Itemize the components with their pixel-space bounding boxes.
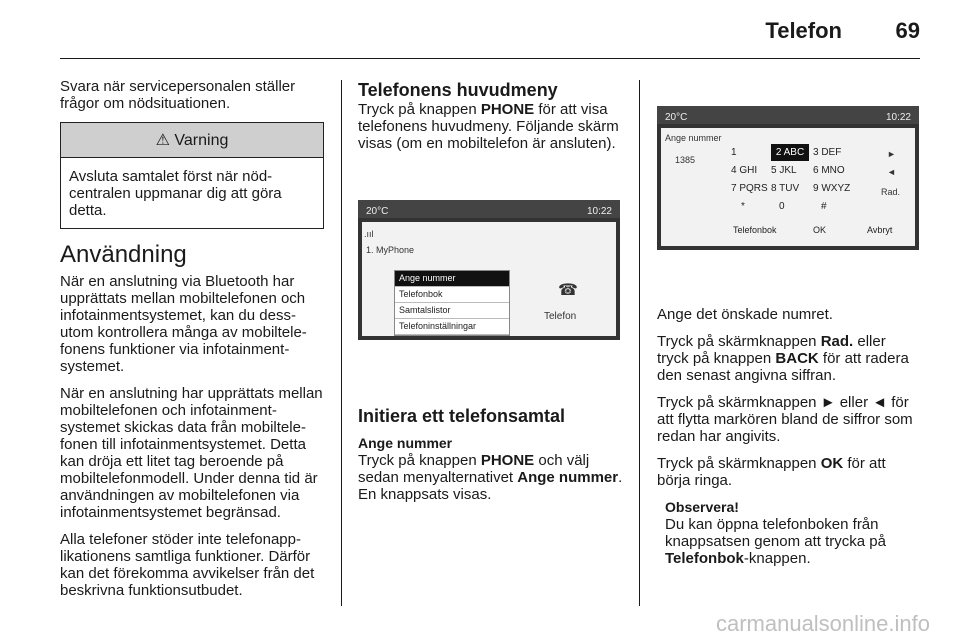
column-1 xyxy=(60,78,324,609)
paragraph: Tryck på skärmknappen Rad. eller tryck på knappen BACK för att radera den senast angivna siffran. xyxy=(657,333,909,384)
note-title: Observera! xyxy=(665,499,739,515)
key-5[interactable]: 5 JKL xyxy=(771,165,797,176)
key-6[interactable]: 6 MNO xyxy=(813,165,845,176)
cancel-button[interactable]: Avbryt xyxy=(867,225,893,235)
key-star[interactable]: * xyxy=(741,201,745,212)
header-rule xyxy=(60,58,920,59)
key-8[interactable]: 8 TUV xyxy=(771,183,800,194)
column-divider xyxy=(639,80,640,606)
phone-icon: ☎ xyxy=(558,282,578,299)
section-heading: Initiera ett telefonsamtal xyxy=(358,406,566,426)
column-divider xyxy=(341,80,342,606)
column-3 xyxy=(657,80,919,577)
key-1[interactable]: 1 xyxy=(731,147,737,158)
paragraph: Ange det önskade numret. xyxy=(657,306,833,323)
watermark: carmanualsonline.info xyxy=(715,611,930,636)
temperature: 20°C xyxy=(366,206,389,217)
page-header-title: Telefon xyxy=(765,18,842,43)
sub-heading: Ange nummer xyxy=(358,435,453,451)
delete-button[interactable]: Rad. xyxy=(881,187,901,197)
signal-icon: .ııl xyxy=(364,229,374,239)
menu-item[interactable]: Samtalslistor xyxy=(395,303,509,319)
screen-title: Ange nummer xyxy=(665,133,722,143)
screenshot-figure xyxy=(657,80,919,288)
key-7[interactable]: 7 PQRS xyxy=(731,183,768,194)
screenshot-figure xyxy=(358,168,624,388)
key-4[interactable]: 4 GHI xyxy=(731,165,758,176)
temperature: 20°C xyxy=(665,112,688,123)
clock: 10:22 xyxy=(586,206,612,217)
paragraph: Tryck på skärmknappen OK för att börja ringa. xyxy=(657,455,886,489)
note-text: Du kan öppna telefonboken från knappsatsen genom att trycka på Telefonbok-knappen. xyxy=(665,516,886,567)
note-block xyxy=(657,499,919,567)
main-menu-screen xyxy=(358,200,620,340)
key-3[interactable]: 3 DEF xyxy=(813,147,842,158)
cursor-right-button[interactable]: ► xyxy=(887,149,896,159)
paragraph: Tryck på skärmknappen ► eller ◄ för att flytta markören bland de siffror som redan har angivits. xyxy=(657,394,913,445)
cursor-left-button[interactable]: ◄ xyxy=(887,167,896,177)
menu-item[interactable]: Telefoninställningar xyxy=(395,319,509,335)
section-heading: Användning xyxy=(60,241,187,268)
keypad-screen xyxy=(657,106,919,250)
paragraph: Tryck på knappen PHONE och välj sedan menyalternativet Ange nummer. En knappsats visas. xyxy=(358,452,623,503)
menu-item[interactable]: Telefonbok xyxy=(395,287,509,303)
warning-title: Varning xyxy=(174,132,229,149)
warning-icon: ⚠ xyxy=(155,132,170,149)
paragraph: Alla telefoner stöder inte telefonapplikationens samtliga funktioner. Därför kan det förekomma avvikelser från det beskrivna funktionsutbudet. xyxy=(60,531,315,599)
entered-number: 1385 xyxy=(675,155,696,165)
paragraph: När en anslutning via Bluetooth har upprättats mellan mobiltelefonen och infotainmentsystemet, kan du dessutom kontrollera många av mobiltelefonens funktioner via infotainmentsystemet. xyxy=(60,273,307,375)
key-9[interactable]: 9 WXYZ xyxy=(813,183,851,194)
device-name: 1. MyPhone xyxy=(366,245,415,255)
phone-app-label: Telefon xyxy=(544,311,577,322)
warning-box xyxy=(60,122,324,229)
paragraph: När en anslutning har upprättats mellan mobiltelefonen och infotainmentsystemet skickas data från mobiltelefonen till infotainmentsystemet. Detta kan dröja ett litet tag beroende på mobiltelefonmodell. Under denna tid är användningen av mobiltelefonen via infotainmentsystemet begränsad. xyxy=(60,385,323,521)
phonebook-button[interactable]: Telefonbok xyxy=(733,225,777,235)
page-number: 69 xyxy=(895,18,920,43)
menu-item[interactable]: Ange nummer xyxy=(395,271,509,287)
section-heading: Telefonens huvudmeny xyxy=(358,80,558,100)
ok-button[interactable]: OK xyxy=(813,225,827,235)
warning-text: Avsluta samtalet först när nödcentralen uppmanar dig att göra detta. xyxy=(69,168,282,219)
key-0[interactable]: 0 xyxy=(779,201,785,212)
phone-menu xyxy=(394,270,510,336)
paragraph: Tryck på knappen PHONE för att visa telefonens huvudmeny. Följande skärm visas (om en mobiltelefon är ansluten). xyxy=(358,101,619,152)
clock: 10:22 xyxy=(885,112,911,123)
intro-text: Svara när servicepersonalen ställer frågor om nödsituationen. xyxy=(60,78,296,112)
key-hash[interactable]: # xyxy=(821,201,827,212)
key-2[interactable]: 2 ABC xyxy=(771,144,809,161)
column-2 xyxy=(358,80,624,513)
